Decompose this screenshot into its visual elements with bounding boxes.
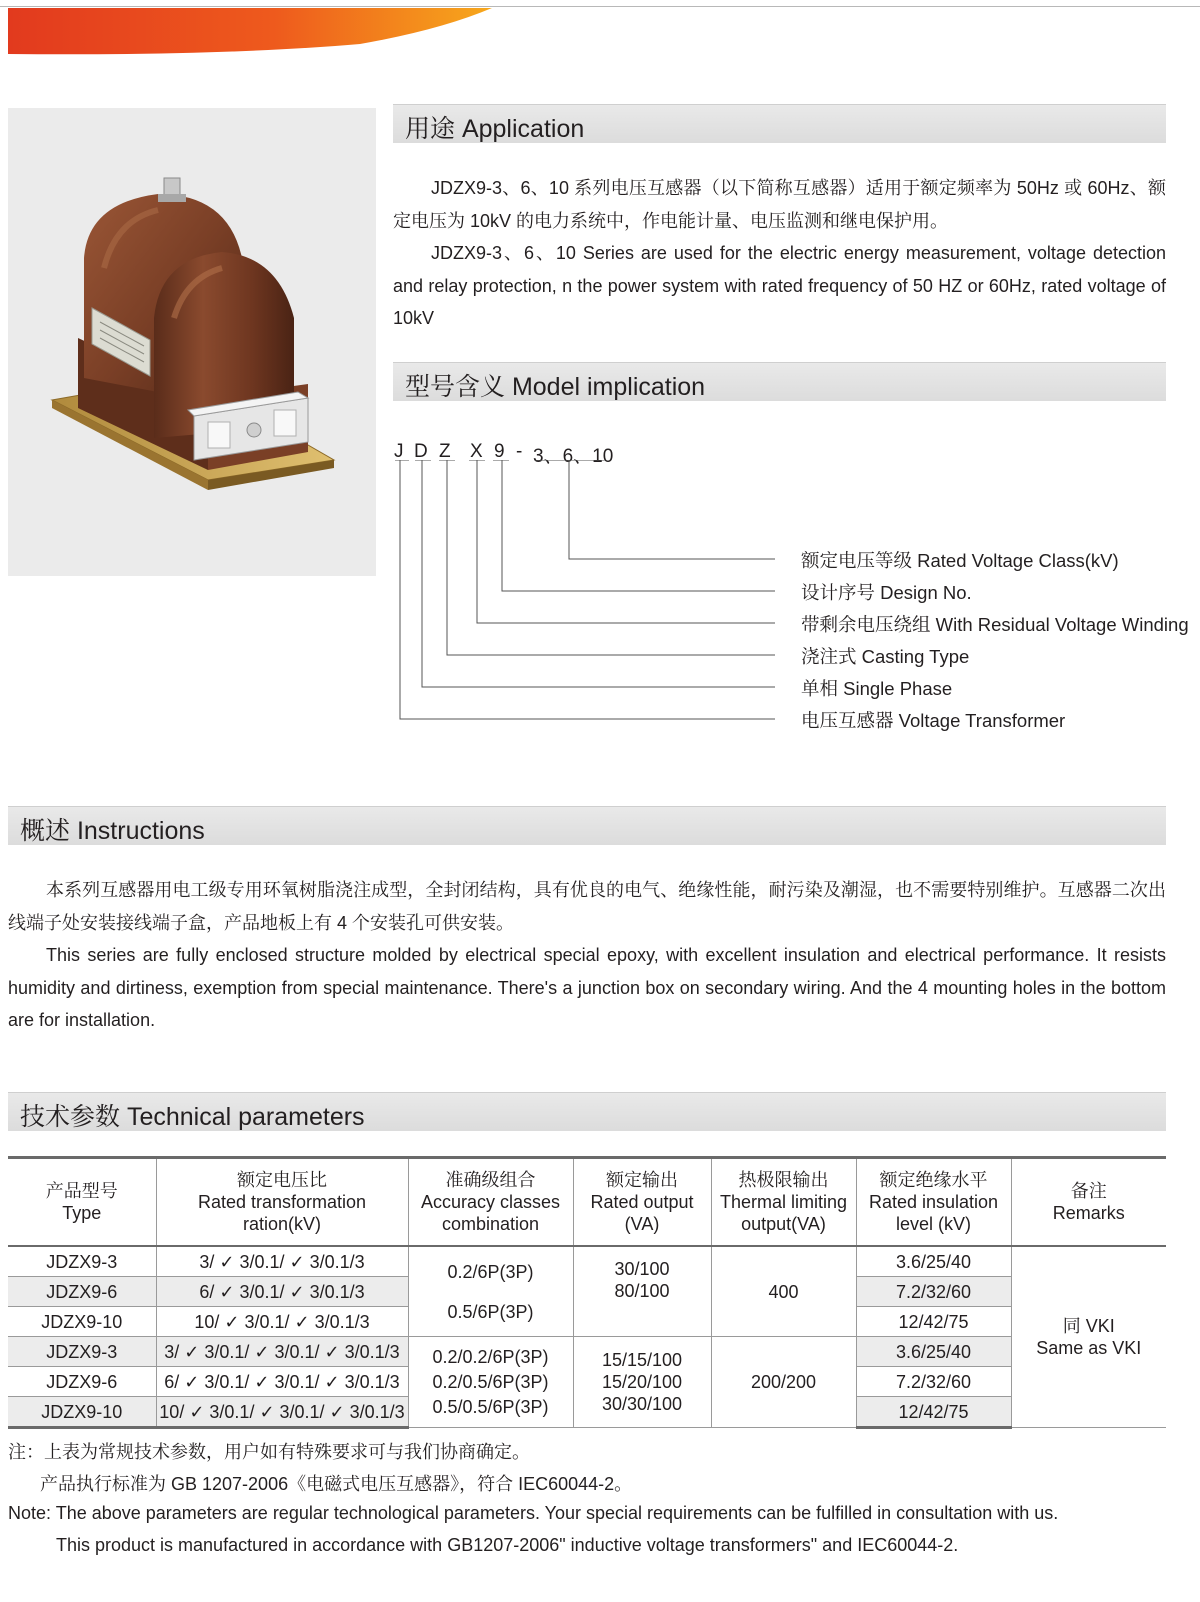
- cell-type: JDZX9-6: [8, 1277, 156, 1307]
- cell-insulation: 12/42/75: [856, 1397, 1011, 1428]
- note-en-2: This product is manufactured in accordance with GB1207-2006" inductive voltage transformers" and IEC60044-2.: [56, 1535, 959, 1555]
- model-letter-d: D: [414, 441, 428, 462]
- cell-accuracy-group-b: 0.2/0.2/6P(3P) 0.2/0.5/6P(3P) 0.5/0.5/6P(3P): [408, 1337, 573, 1428]
- header-remarks: 备注 Remarks: [1011, 1158, 1166, 1247]
- cell-insulation: 7.2/32/60: [856, 1277, 1011, 1307]
- application-text: [393, 172, 1166, 335]
- application-zh: JDZX9-3、6、10 系列电压互感器（以下简称互感器）适用于额定频率为 50Hz 或 60Hz、额定电压为 10kV 的电力系统中，作电能计量、电压监测和继电保护用。: [393, 178, 1166, 231]
- model-letter-voltage: 3、6、10: [533, 446, 614, 467]
- table-header-row: [8, 1158, 1166, 1247]
- header-thermal-output: 热极限输出 Thermal limiting output(VA): [711, 1158, 856, 1247]
- model-letter-z: Z: [439, 441, 451, 462]
- technical-header: [8, 1092, 1166, 1131]
- cell-remarks: 同 VKI Same as VKI: [1011, 1246, 1166, 1428]
- cell-type: JDZX9-3: [8, 1246, 156, 1277]
- note-zh-1: 注：上表为常规技术参数，用户如有特殊要求可与我们协商确定。: [8, 1442, 530, 1462]
- cell-accuracy-group-a: 0.2/6P(3P) 0.5/6P(3P): [408, 1246, 573, 1337]
- header-ratio: 额定电压比 Rated transformation ration(kV): [156, 1158, 408, 1247]
- note-zh-2: 产品执行标准为 GB 1207-2006《电磁式电压互感器》，符合 IEC60044-2。: [40, 1474, 633, 1494]
- cell-ratio: 6/ ✓ 3/0.1/ ✓ 3/0.1/ ✓ 3/0.1/3: [156, 1367, 408, 1397]
- table-row: [8, 1337, 1166, 1367]
- technical-parameters-table: [8, 1156, 1166, 1429]
- application-en: JDZX9-3、6、10 Series are used for the electric energy measurement, voltage detection and relay protection, n the power system with rated frequency of 50 HZ or 60Hz, rated voltage of 10kV: [393, 243, 1166, 328]
- model-label-voltage-transformer: 电压互感器 Voltage Transformer: [801, 710, 1066, 731]
- cell-ratio: 6/ ✓ 3/0.1/ ✓ 3/0.1/3: [156, 1277, 408, 1307]
- cell-insulation: 12/42/75: [856, 1307, 1011, 1337]
- cell-output-group-a: 30/100 80/100: [573, 1246, 711, 1337]
- model-diagram-lines: [395, 460, 805, 760]
- model-label-voltage-class: 额定电压等级 Rated Voltage Class(kV): [801, 550, 1119, 571]
- application-header: [393, 104, 1166, 143]
- model-label-residual-winding: 带剩余电压绕组 With Residual Voltage Winding: [801, 614, 1189, 635]
- cell-ratio: 10/ ✓ 3/0.1/ ✓ 3/0.1/ ✓ 3/0.1/3: [156, 1397, 408, 1428]
- cell-output-group-b: 15/15/100 15/20/100 30/30/100: [573, 1337, 711, 1428]
- table-row: [8, 1246, 1166, 1277]
- instructions-heading: 概述 Instructions: [20, 817, 205, 845]
- note-en-1: Note: The above parameters are regular technological parameters. Your special requirements can be fulfilled in consultation with us.: [8, 1503, 1059, 1523]
- cell-insulation: 3.6/25/40: [856, 1337, 1011, 1367]
- cell-ratio: 3/ ✓ 3/0.1/ ✓ 3/0.1/ ✓ 3/0.1/3: [156, 1337, 408, 1367]
- model-letter-x: X: [470, 441, 483, 462]
- application-heading: 用途 Application: [405, 115, 585, 143]
- cell-type: JDZX9-10: [8, 1397, 156, 1428]
- cell-type: JDZX9-6: [8, 1367, 156, 1397]
- cell-thermal-b: 200/200: [711, 1337, 856, 1428]
- cell-ratio: 3/ ✓ 3/0.1/ ✓ 3/0.1/3: [156, 1246, 408, 1277]
- top-decorative-band: [0, 0, 1200, 62]
- technical-heading: 技术参数 Technical parameters: [20, 1103, 365, 1131]
- model-label-casting-type: 浇注式 Casting Type: [801, 646, 970, 667]
- model-letter-dash: -: [516, 441, 523, 462]
- model-label-design-no: 设计序号 Design No.: [801, 582, 972, 603]
- product-photo: [8, 108, 376, 576]
- instructions-zh: 本系列互感器用电工级专用环氧树脂浇注成型，全封闭结构，具有优良的电气、绝缘性能，耐污染及潮湿，也不需要特别维护。互感器二次出线端子处安装接线端子盒，产品地板上有 4 个安装孔可供安装。: [8, 880, 1166, 933]
- model-heading: 型号含义 Model implication: [405, 373, 706, 401]
- model-header: [393, 362, 1166, 401]
- model-label-single-phase: 单相 Single Phase: [801, 678, 953, 699]
- voltage-transformer-image: [8, 108, 376, 576]
- cell-insulation: 3.6/25/40: [856, 1246, 1011, 1277]
- cell-type: JDZX9-10: [8, 1307, 156, 1337]
- cell-thermal-a: 400: [711, 1246, 856, 1337]
- header-accuracy: 准确级组合 Accuracy classes combination: [408, 1158, 573, 1247]
- cell-insulation: 7.2/32/60: [856, 1367, 1011, 1397]
- header-rated-output: 额定输出 Rated output (VA): [573, 1158, 711, 1247]
- cell-ratio: 10/ ✓ 3/0.1/ ✓ 3/0.1/3: [156, 1307, 408, 1337]
- instructions-text: [8, 874, 1166, 1037]
- instructions-header: [8, 806, 1166, 845]
- model-letter-j: J: [394, 441, 404, 462]
- header-insulation: 额定绝缘水平 Rated insulation level (kV): [856, 1158, 1011, 1247]
- cell-type: JDZX9-3: [8, 1337, 156, 1367]
- model-letter-9: 9: [494, 441, 505, 462]
- header-type: 产品型号 Type: [8, 1158, 156, 1247]
- instructions-en: This series are fully enclosed structure molded by electrical special epoxy, with excellent insulation and electrical performance. It resists humidity and dirtiness, exemption from special maintenance. There's a junction box on secondary wiring. And the 4 mounting holes in the bottom are for installation.: [8, 945, 1166, 1030]
